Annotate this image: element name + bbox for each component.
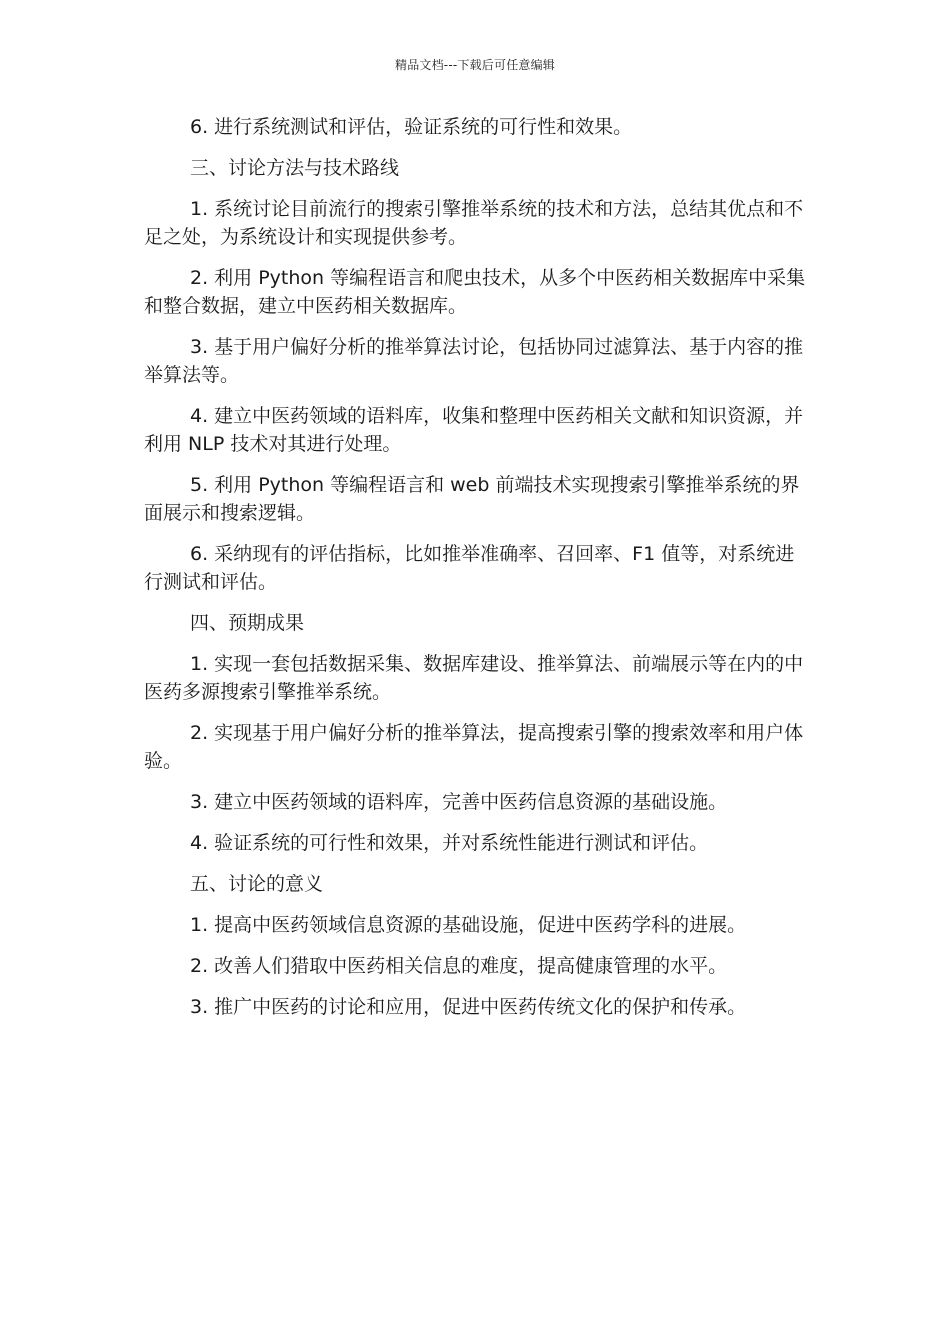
section-heading: 四、预期成果 — [190, 612, 305, 634]
paragraph: 4. 验证系统的可行性和效果，并对系统性能进行测试和评估。 — [190, 832, 709, 854]
paragraph: 1. 系统讨论目前流行的搜索引擎推举系统的技术和方法，总结其优点和不足之处，为系统设计和实现提供参考。 — [144, 198, 804, 248]
paragraph: 4. 建立中医药领域的语料库，收集和整理中医药相关文献和知识资源，并利用 NLP 技术对其进行处理。 — [144, 405, 804, 455]
section-heading: 三、讨论方法与技术路线 — [190, 157, 400, 179]
paragraph: 1. 实现一套包括数据采集、数据库建设、推举算法、前端展示等在内的中医药多源搜索引擎推举系统。 — [144, 653, 804, 703]
paragraph: 2. 实现基于用户偏好分析的推举算法，提高搜索引擎的搜索效率和用户体验。 — [144, 722, 804, 772]
paragraph: 5. 利用 Python 等编程语言和 web 前端技术实现搜索引擎推举系统的界面展示和搜索逻辑。 — [144, 474, 800, 524]
page-header: 精品文档---下载后可任意编辑 — [395, 58, 555, 72]
paragraph: 3. 基于用户偏好分析的推举算法讨论，包括协同过滤算法、基于内容的推举算法等。 — [144, 336, 804, 386]
section-heading: 五、讨论的意义 — [190, 873, 324, 895]
paragraph: 3. 建立中医药领域的语料库，完善中医药信息资源的基础设施。 — [190, 791, 728, 813]
paragraph: 1. 提高中医药领域信息资源的基础设施，促进中医药学科的进展。 — [190, 914, 747, 936]
paragraph: 3. 推广中医药的讨论和应用，促进中医药传统文化的保护和传承。 — [190, 996, 747, 1018]
paragraph: 6. 进行系统测试和评估，验证系统的可行性和效果。 — [190, 116, 633, 138]
paragraph: 6. 采纳现有的评估指标，比如推举准确率、召回率、F1 值等，对系统进行测试和评估。 — [144, 543, 795, 593]
paragraph: 2. 利用 Python 等编程语言和爬虫技术，从多个中医药相关数据库中采集和整合数据，建立中医药相关数据库。 — [144, 267, 806, 317]
paragraph: 2. 改善人们猎取中医药相关信息的难度，提高健康管理的水平。 — [190, 955, 728, 977]
document-body — [144, 113, 808, 1034]
